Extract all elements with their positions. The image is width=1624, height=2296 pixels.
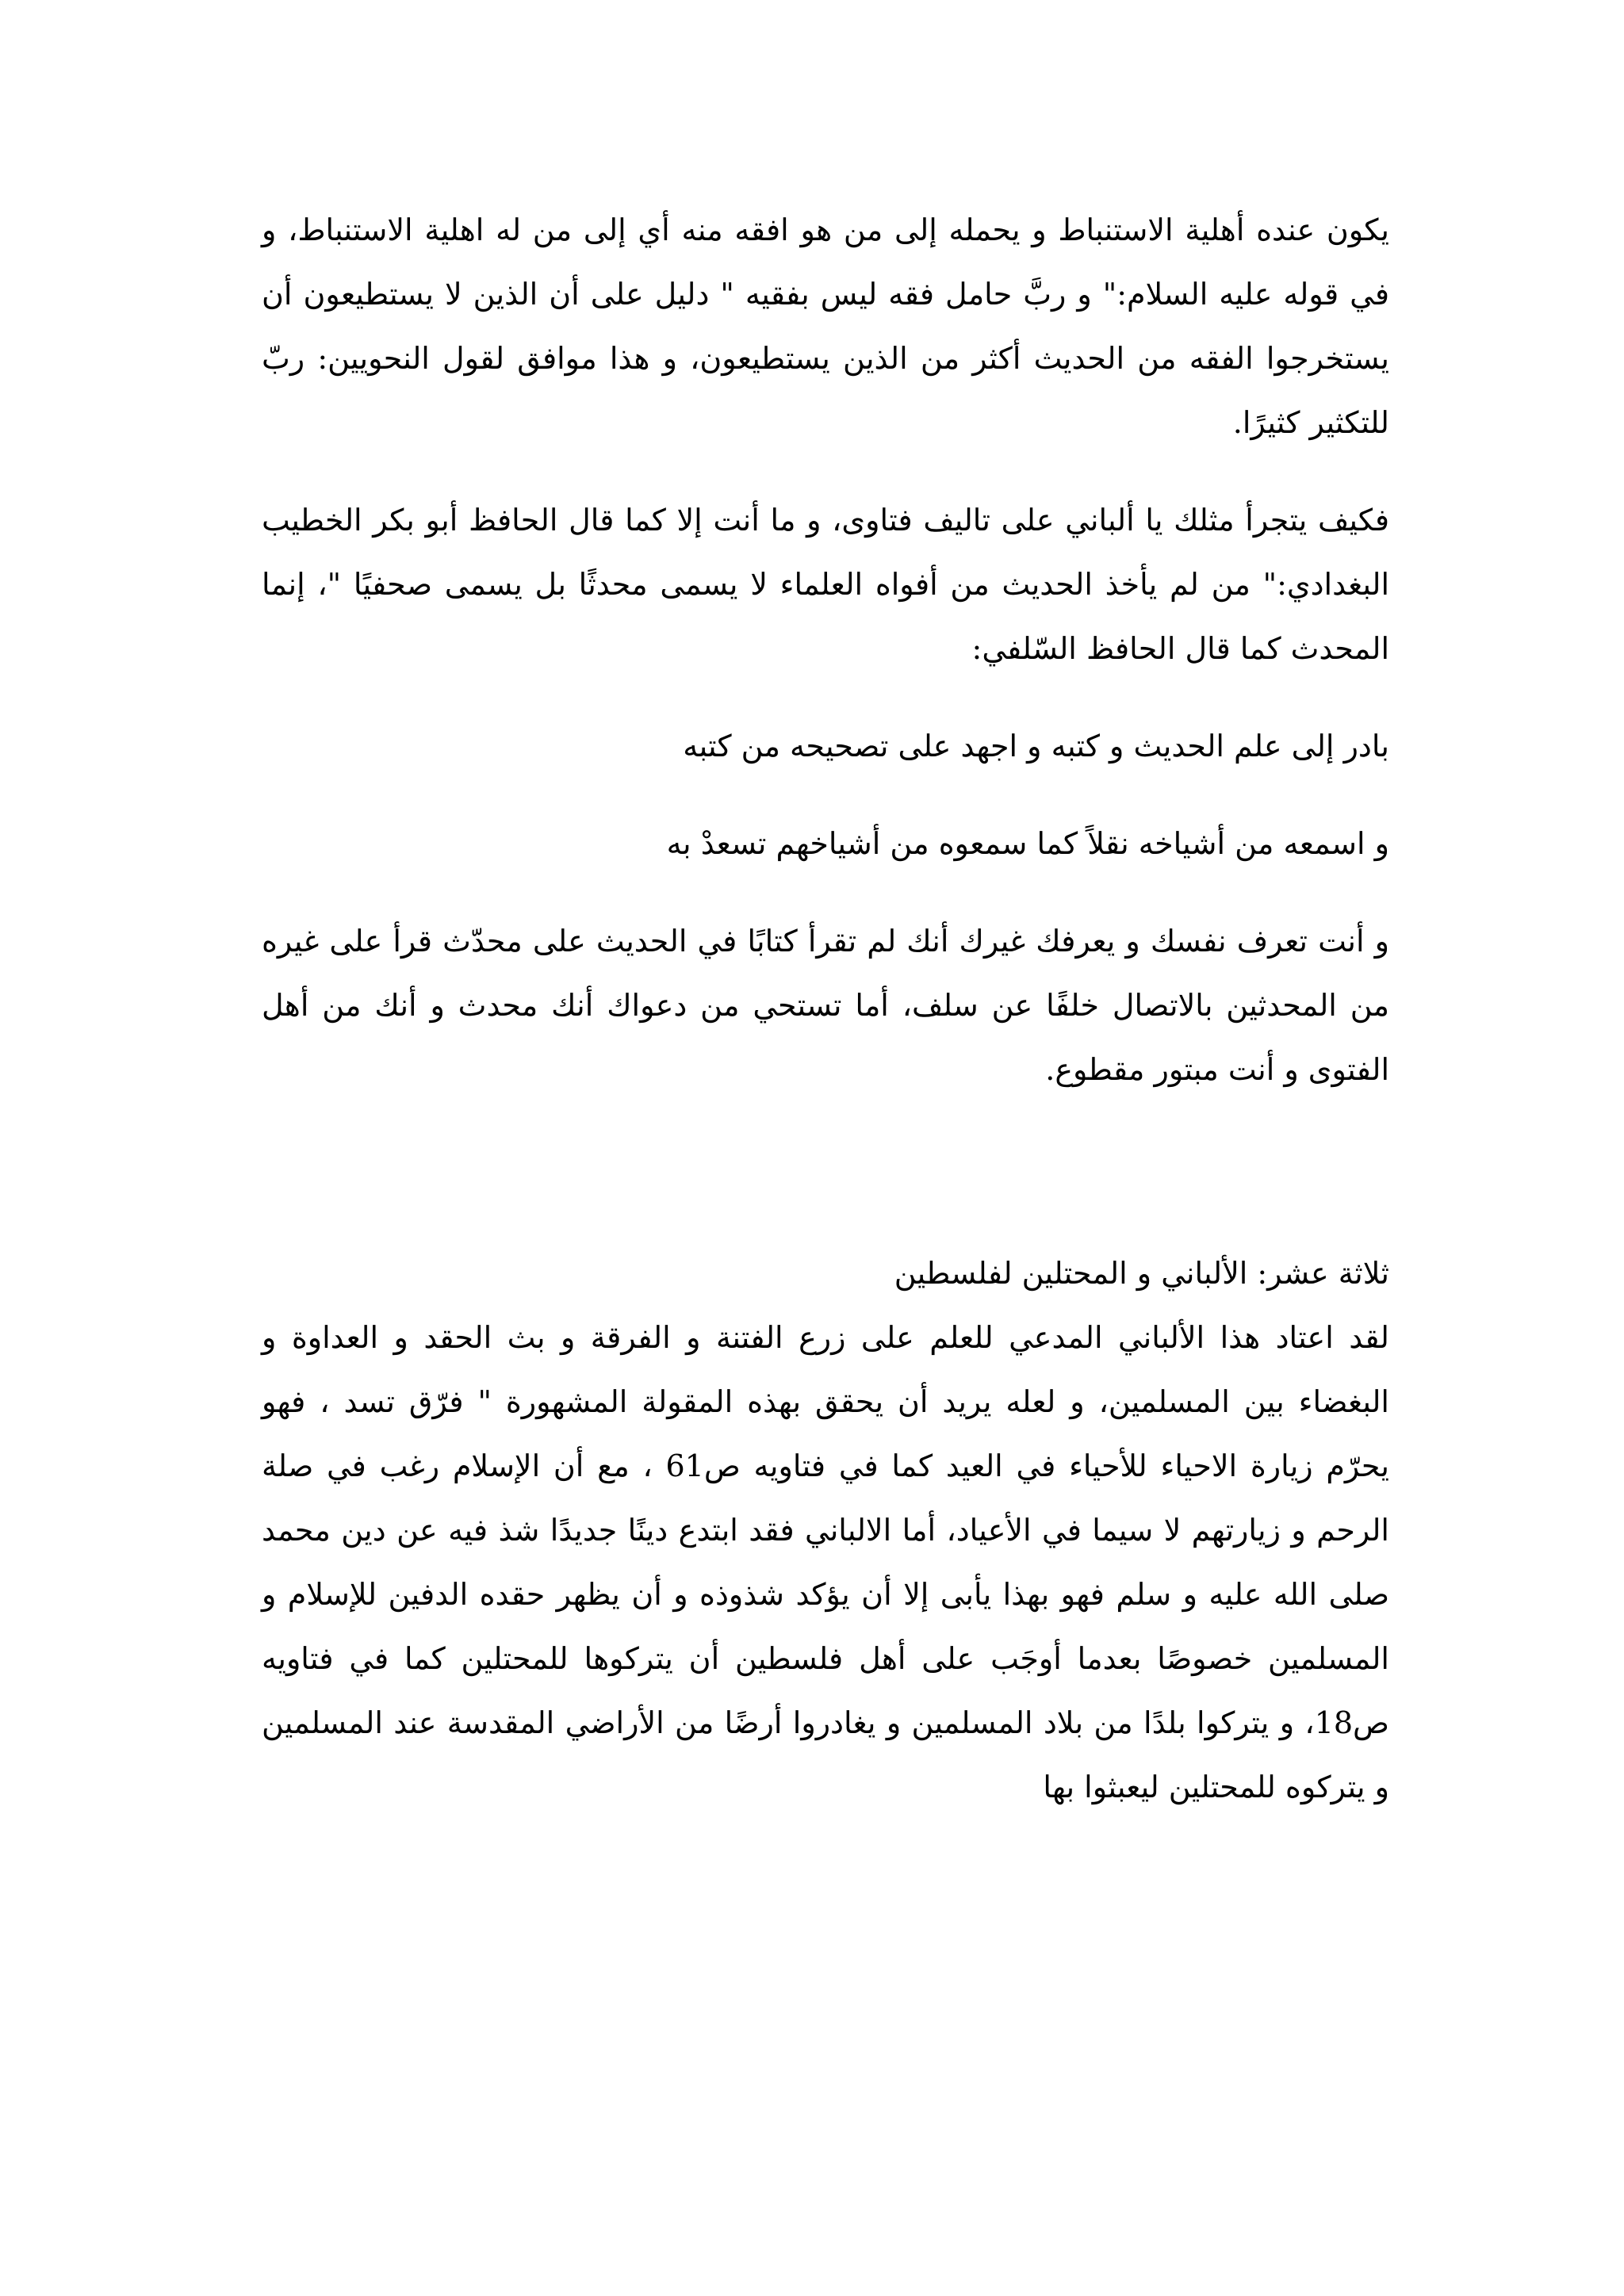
poem-line-1: بادر إلى علم الحديث و كتبه و اجهد على تصحيحه من كتبه <box>683 729 1389 763</box>
paragraph-1: يكون عنده أهلية الاستنباط و يحمله إلى من هو افقه منه أي إلى من له اهلية الاستنباط، و في قوله عليه السلام:" و ربَّ حامل فقه ليس بفقيه " دليل على أن الذين لا يستطيعون أن يستخرجوا الفقه من الحديث أكثر من الذين يستطيعون، و هذا موافق لقول النحويين: ربّ للتكثير كثيرًا. <box>262 212 1389 440</box>
section-gap <box>262 1135 1389 1242</box>
poem-line-2: و اسمعه من أشياخه نقلاً كما سمعوه من أشياخهم تسعدْ به <box>666 826 1389 861</box>
section-body: لقد اعتاد هذا الألباني المدعي للعلم على زرع الفتنة و الفرقة و بث الحقد و العداوة و البغضاء بين المسلمين، و لعله يريد أن يحقق بهذه المقولة المشهورة " فرّق تسد ، فهو يحرّم زيارة الاحياء للأحياء في العيد كما في فتاويه ص61 ، مع أن الإسلام رغب في صلة الرحم و زيارتهم لا سيما في الأعياد، أما الالباني فقد ابتدع دينًا جديدًا شذ فيه عن دين محمد صلى الله عليه و سلم فهو بهذا يأبى إلا أن يؤكد شذوذه و أن يظهر حقده الدفين للإسلام و المسلمين خصوصًا بعدما أوجَب على أهل فلسطين أن يتركوها للمحتلين كما في فتاويه ص18، و يتركوا بلدًا من بلاد المسلمين و يغادروا أرضًا من الأراضي المقدسة عند المسلمين و يتركوه للمحتلين ليعبثوا بها <box>262 1320 1389 1804</box>
paragraph-3: و أنت تعرف نفسك و يعرفك غيرك أنك لم تقرأ كتابًا في الحديث على محدّث قرأ على غيره من المحدثين بالاتصال خلفًا عن سلف، أما تستحي من دعواك أنك محدث و أنك من أهل الفتوى و أنت مبتور مقطوع. <box>262 924 1389 1087</box>
paragraph-2: فكيف يتجرأ مثلك يا ألباني على تاليف فتاوى، و ما أنت إلا كما قال الحافظ أبو بكر الخطيب البغدادي:" من لم يأخذ الحديث من أفواه العلماء لا يسمى محدثًا بل يسمى صحفيًا "، إنما المحدث كما قال الحافظ السّلفي: <box>262 503 1390 666</box>
document-page <box>262 198 1389 1820</box>
section-heading: ثلاثة عشر: الألباني و المحتلين لفلسطين <box>894 1256 1389 1291</box>
